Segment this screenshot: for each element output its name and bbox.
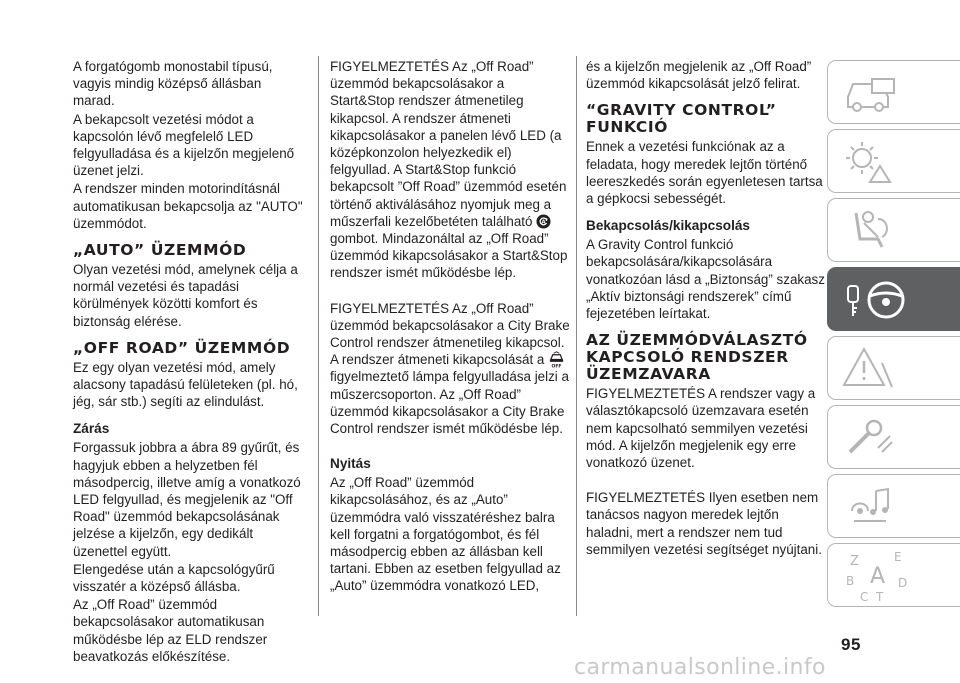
paragraph: Forgassuk jobbra a ábra 89 gyűrűt, és hagyjuk ebben a helyzetben fél másodpercig, illetve amíg a vonatkozó LED felgyullad, és megjelenik az "Off Road" üzemmód bekapcsolásának jelzése a kijelzőn, egy dedikált üzenettel együtt. [73,440,301,559]
warning-lights-icon [842,136,898,186]
paragraph: A forgatógomb monostabil típusú, vagyis mindig középső állásban marad. [73,59,273,109]
paragraph: Elengedése után a kapcsológyűrű visszatér a középső állásba. [73,561,275,595]
column-divider [576,56,577,616]
index-letter: C [860,590,869,604]
text-column-2 [330,58,570,596]
index-letter: E [894,550,902,564]
paragraph-text: FIGYELMEZTETÉS Az „Off Road” üzemmód bekapcsolásakor a City Brake Control rendszer átmenetileg kikapcsol. A rendszer átmeneti kikapcsolását a [330,300,570,368]
chapter-tab-multimedia[interactable] [827,474,960,538]
paragraph-text: FIGYELMEZTETÉS Az „Off Road” üzemmód bekapcsolásakor a Start&Stop rendszer átmenetileg kikapcsol. A rendszer átmeneti kikapcsolásakor a panelen lévő LED (a középkonzolon helyezkedik el) felgyullad. A Start&Stop funkció bekapcsolt ”Off Road” üzemmód esetén történő aktiválásához nyomjuk meg a műszerfali kezelőbetéten található [330,59,567,229]
page-number: 95 [841,635,861,654]
chapter-tab-starting-driving[interactable] [827,267,960,331]
chapter-tab-warning-lights[interactable] [827,129,960,193]
subheading-nyitas: Nyitás [330,456,371,472]
car-dashboard-icon [842,67,898,117]
paragraph: Olyan vezetési mód, amelynek célja a normál vezetési és tapadási körülmények közötti komfort és biztonság elérése. [73,262,298,329]
paragraph: Az „Off Road” üzemmód bekapcsolásakor automatikusan működésbe lép az ELD rendszer beavatkozás előkészítése. [73,597,268,664]
section-heading-off-road: „OFF ROAD” ÜZEMMÓD [73,338,291,357]
paragraph-text: figyelmeztető lámpa felgyulladása jelzi a műszercsoporton. Az „Off Road” üzemmód kikapcsolásakor a City Brake Control rendszer ismét működésbe lép. [330,369,569,437]
warning-paragraph-start-stop [330,58,570,282]
road-hazard-icon [842,343,898,393]
lamp-label: OFF [551,364,562,369]
index-letter: A [870,564,886,589]
chapter-tab-index[interactable] [827,543,960,607]
paragraph: Ennek a vezetési funkciónak az a feladata, hogy meredek lejtőn történő leereszkedés során egyenletesen tartsa a gépkocsi sebességét. [586,139,823,207]
paragraph: és a kijelzőn megjelenik az „Off Road” üzemmód kikapcsolását jelző felirat. [586,59,812,92]
index-letter: B [846,574,855,588]
start-stop-button-icon [536,214,551,229]
chapter-tab-emergency[interactable] [827,336,960,400]
watermark: carmanualsonline.info [574,655,826,680]
paragraph: Ez egy olyan vezetési mód, amely alacsony tapadású felületeken (pl. hó, jég, sár stb.) segíti az elindulást. [73,359,298,410]
subheading-bekapcsolas: Bekapcsolás/kikapcsolás [586,218,750,234]
seat-safety-icon [842,205,898,255]
chapter-tab-safety[interactable] [827,198,960,262]
column-divider [318,56,319,616]
paragraph: A rendszer minden motorindításnál automatikusan bekapcsolja az "AUTO" üzemmódot. [73,181,303,231]
section-heading-auto: „AUTO” ÜZEMMÓD [73,241,247,260]
index-letters-icon [842,547,922,605]
chapter-tab-strip [827,60,960,620]
index-letter: D [898,576,908,590]
multimedia-icon [842,481,898,531]
text-column-3 [586,58,826,559]
subheading-zaras: Zárás [73,421,110,437]
text-column-1 [73,58,305,666]
paragraph: A bekapcsolt vezetési módot a kapcsolón lévő megfelelő LED felgyulladása és a kijelzőn megjelenő üzenet jelzi. [73,111,295,179]
index-letter: Z [850,554,859,569]
service-tools-icon [842,412,898,462]
paragraph-text: gombot. Mindazonáltal az „Off Road” üzemmód kikapcsolásakor a Start&Stop rendszer ismét működésbe lép. [330,231,568,281]
warning-paragraph-city-brake [330,300,570,438]
index-letter: T [876,590,884,604]
section-heading-gravity-control: “GRAVITY CONTROL” FUNKCIÓ [586,101,777,137]
city-brake-off-warning-icon [548,351,565,368]
paragraph: FIGYELMEZTETÉS Ilyen esetben nem tanácsos nagyon meredek lejtőn haladni, mert a rendszer nem tud semmilyen vezetési segítséget nyújtani. [586,490,822,557]
chapter-tab-dashboard[interactable] [827,60,960,124]
svg-text:A: A [541,219,546,226]
paragraph: A Gravity Control funkció bekapcsolására/kikapcsolására vonatkozóan lásd a „Biztonság” szakasz „Aktív biztonsági rendszerek” című fejezetében leírtakat. [586,237,825,322]
chapter-tab-maintenance[interactable] [827,405,960,469]
paragraph: FIGYELMEZTETÉS A rendszer vagy a választókapcsoló üzemzavara esetén nem kapcsolható semmilyen vezetési mód. A kijelzőn megjelenik egy erre vonatkozó üzenet. [586,386,816,471]
paragraph: Az „Off Road” üzemmód kikapcsolásához, és az „Auto” üzemmódra való visszatéréshez balra kell forgatni a forgatógombot, és fél másodpercig ebben az állásban kell tartani. Ebben az esetben felgyullad az „Auto” üzemmódra vonatkozó LED, [330,475,561,594]
section-heading-selector-failure: AZ ÜZEMMÓDVÁLASZTÓ KAPCSOLÓ RENDSZER ÜZEMZAVARA [586,331,808,384]
steering-wheel-key-icon [842,274,922,324]
